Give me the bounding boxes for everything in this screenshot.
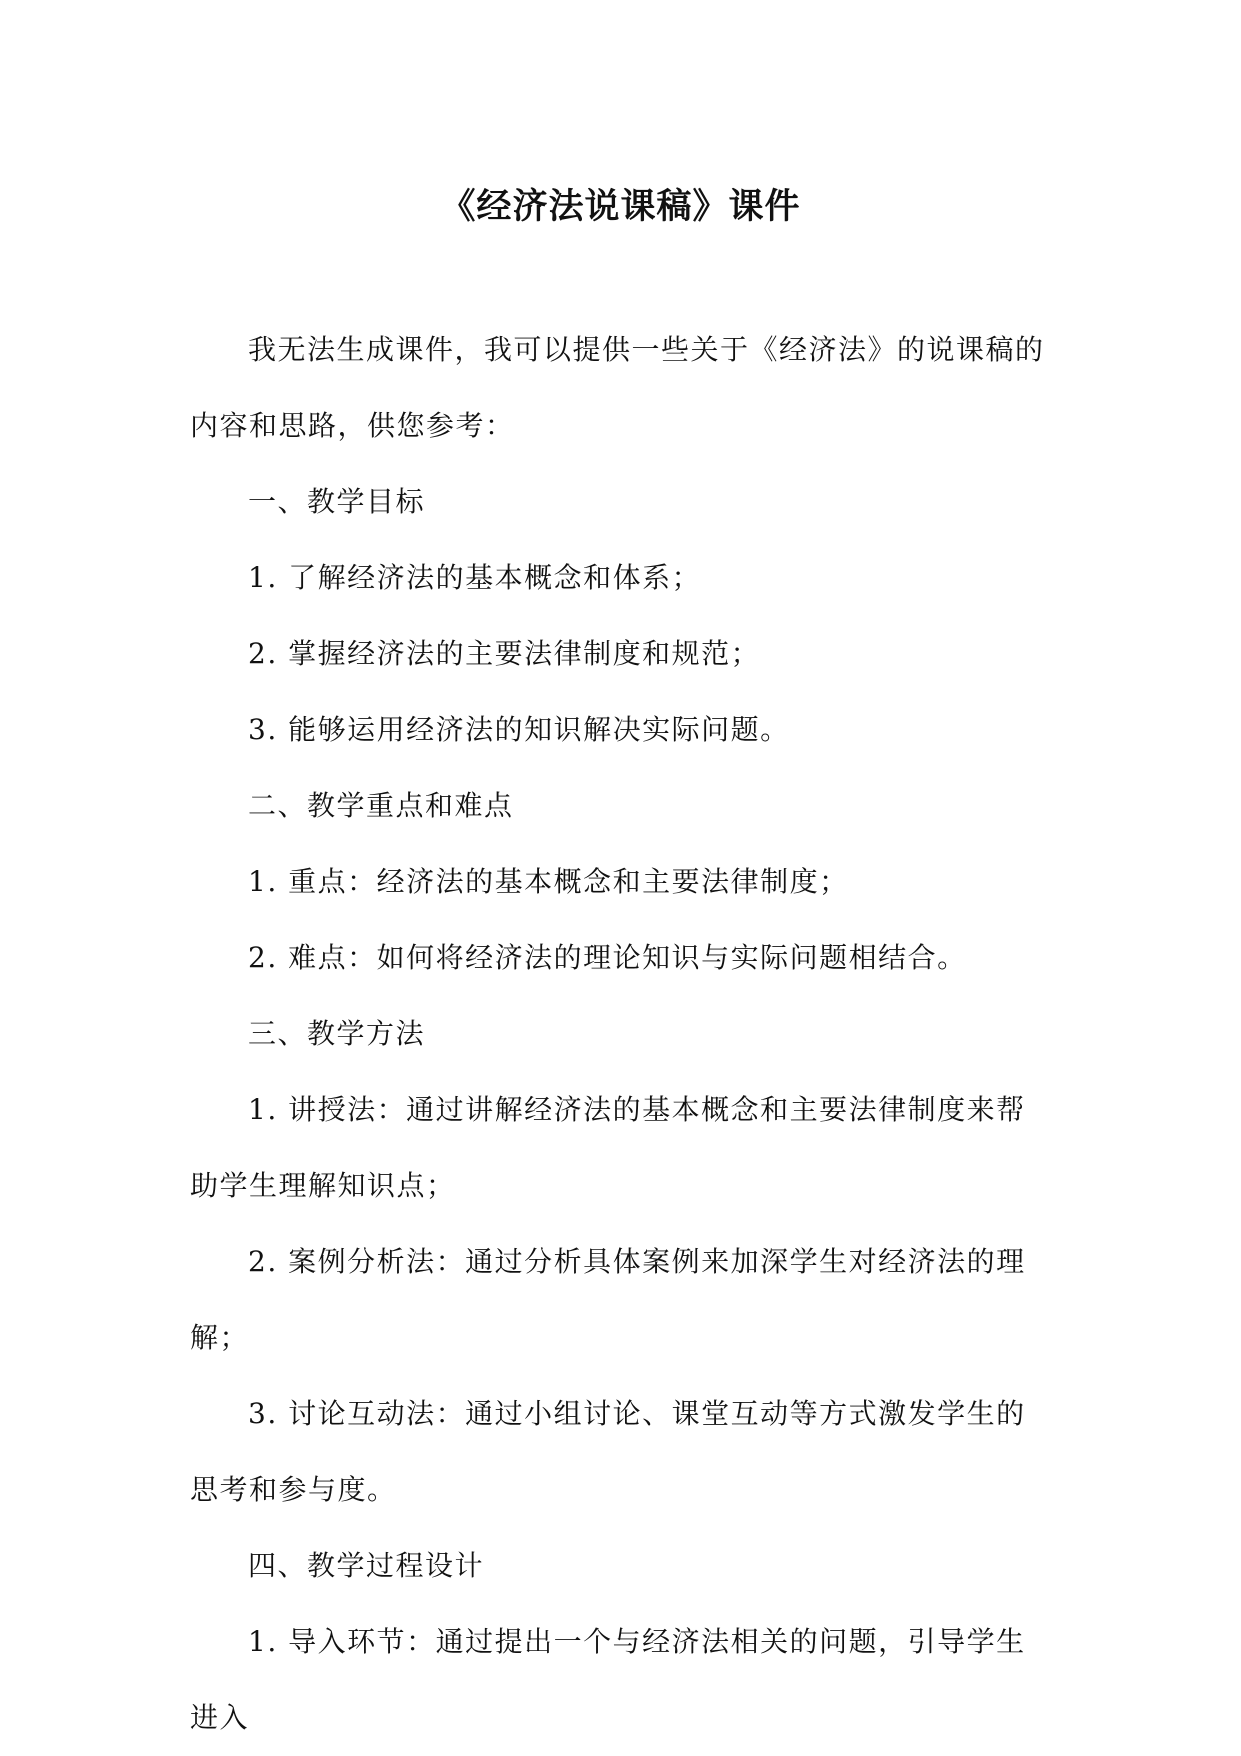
section-heading-key-points: 二、教学重点和难点 xyxy=(248,789,514,822)
list-item: 3. 能够运用经济法的知识解决实际问题。 xyxy=(248,713,790,746)
list-item: 2. 案例分析法：通过分析具体案例来加深学生对经济法的理解； xyxy=(190,1245,1026,1354)
list-item: 2. 难点：如何将经济法的理论知识与实际问题相结合。 xyxy=(248,941,967,974)
document-title: 《经济法说课稿》课件 xyxy=(440,187,801,227)
section-heading-process: 四、教学过程设计 xyxy=(248,1549,485,1582)
list-item: 2. 掌握经济法的主要法律制度和规范； xyxy=(248,637,761,670)
list-item: 1. 讲授法：通过讲解经济法的基本概念和主要法律制度来帮助学生理解知识点； xyxy=(190,1093,1026,1202)
section-heading-objectives: 一、教学目标 xyxy=(248,485,426,518)
intro-paragraph: 我无法生成课件，我可以提供一些关于《经济法》的说课稿的内容和思路，供您参考： xyxy=(190,333,1045,442)
document-body xyxy=(190,312,1052,1756)
list-item: 1. 导入环节：通过提出一个与经济法相关的问题，引导学生进入 xyxy=(190,1625,1026,1734)
list-item: 3. 讨论互动法：通过小组讨论、课堂互动等方式激发学生的思考和参与度。 xyxy=(190,1397,1026,1506)
section-heading-methods: 三、教学方法 xyxy=(248,1017,426,1050)
list-item: 1. 了解经济法的基本概念和体系； xyxy=(248,561,702,594)
list-item: 1. 重点：经济法的基本概念和主要法律制度； xyxy=(248,865,849,898)
